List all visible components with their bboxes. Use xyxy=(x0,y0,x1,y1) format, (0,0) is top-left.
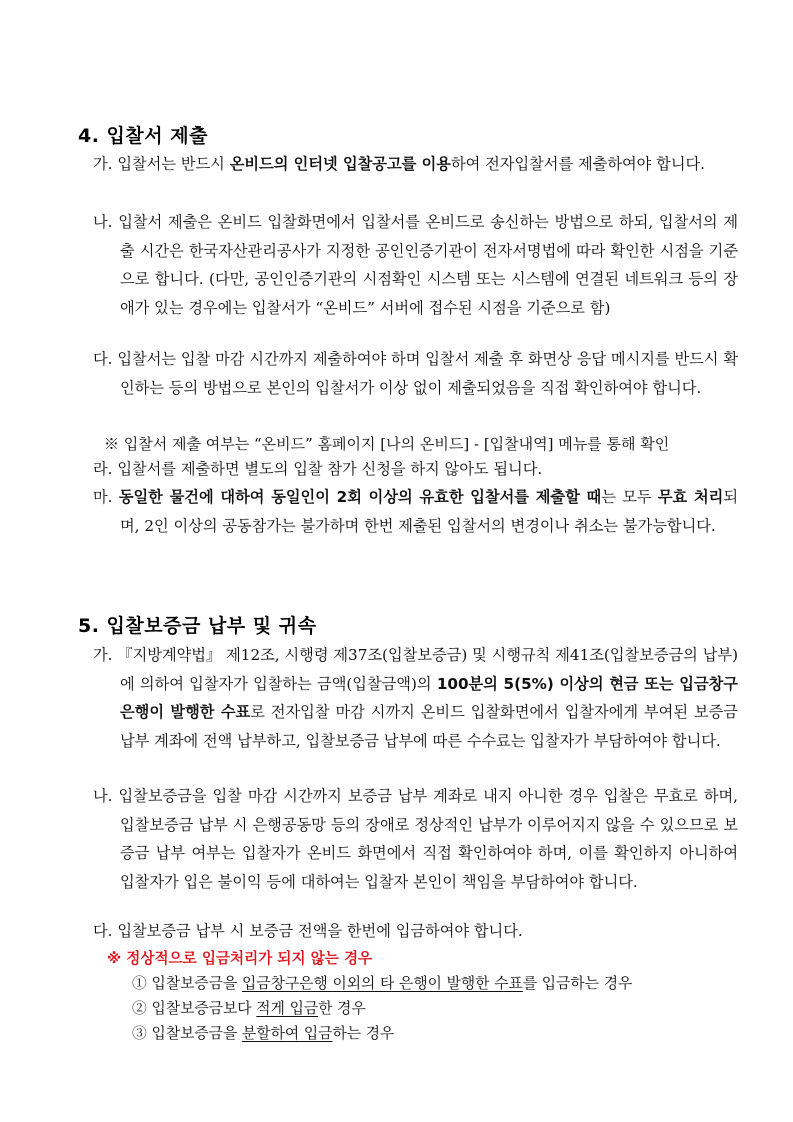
item-marker: 다. xyxy=(93,350,113,368)
s5-warning: ※ 정상적으로 입금처리가 되지 않는 경우 xyxy=(107,950,373,967)
item-text: 입찰서 제출은 온비드 입찰화면에서 입찰서를 온비드로 송신하는 방법으로 하되, 입찰서의 제출 시간은 한국자산관리공사가 지정한 공인인증기관이 전자서명법에 따라 확인한 시점을 기준으로 합니다. (다만, 공인인증기관의 시점확인 시스템 또는 시스템에 연결된 네트워크 등의 장애가 있는 경우에는 입찰서가 “온비드” 서버에 접수된 시점을 기준으로 함) xyxy=(118,213,739,317)
item-emphasis: 무효 처리 xyxy=(657,488,724,506)
case-text: 입찰보증금을 xyxy=(151,975,242,992)
case-underlined: 적게 입금 xyxy=(256,1000,319,1017)
item-text: 입찰보증금을 입찰 마감 시간까지 보증금 납부 계좌로 내지 아니한 경우 입찰은 무효로 하며, 입찰보증금 납부 시 은행공동망 등의 장애로 정상적인 납부가 이루어지지 않을 수 있으므로 보증금 납부 여부는 입찰자가 온비드 화면에서 직접 확인하여야 하며, 이를 확인하지 아니하여 입찰자가 입은 불이익 등에 대하여는 입찰자 본인이 책임을 부담하여야 합니다. xyxy=(118,787,739,891)
s4-item-na xyxy=(93,208,738,322)
item-text: 입찰서는 입찰 마감 시간까지 제출하여야 하며 입찰서 제출 후 화면상 응답 메시지를 반드시 확인하는 등의 방법으로 본인의 입찰서가 이상 없이 제출되었음을 직접 확인하여야 합니다. xyxy=(117,350,738,397)
s4-item-ra xyxy=(93,455,738,484)
item-text: 로 전자입찰 마감 시까지 온비드 입찰화면에서 입찰자에게 부여된 보증금 납부 계좌에 전액 납부하고, 입찰보증금 납부에 따른 수수료는 입찰자가 부담하여야 합니다. xyxy=(120,703,738,750)
item-text: 입찰보증금 납부 시 보증금 전액을 한번에 입금하여야 합니다. xyxy=(117,922,523,940)
case-number: ③ xyxy=(132,1025,147,1042)
item-text: 『지방계약법』 제12조, 시행령 제37조(입찰보증금) 및 시행규칙 제41조(입찰보증금의 납부)에 의하여 입찰자가 입찰하는 금액(입찰금액)의 xyxy=(117,646,738,693)
item-emphasis: 온비드의 인터넷 입찰공고를 이용 xyxy=(229,155,451,173)
case-text: 입찰보증금을 xyxy=(151,1025,242,1042)
item-marker: 다. xyxy=(93,922,113,940)
s5-case-2 xyxy=(132,997,366,1021)
item-marker: 마. xyxy=(93,488,113,506)
case-text: 를 입금하는 경우 xyxy=(522,975,633,992)
s4-item-ga xyxy=(93,150,738,179)
item-text: 입찰서를 제출하면 별도의 입찰 참가 신청을 하지 않아도 됩니다. xyxy=(117,460,543,478)
item-text: 하여 전자입찰서를 제출하여야 합니다. xyxy=(450,155,706,173)
item-marker: 가. xyxy=(93,646,113,664)
item-text: 되며, 2인 이상의 공동참가는 불가하며 한번 제출된 입찰서의 변경이나 취소는 불가능합니다. xyxy=(120,488,738,535)
case-text: 한 경우 xyxy=(318,1000,366,1017)
item-marker: 라. xyxy=(93,460,113,478)
s5-case-1 xyxy=(132,972,632,996)
item-emphasis: 동일한 물건에 대하여 동일인이 2회 이상의 유효한 입찰서를 제출할 때 xyxy=(118,488,602,506)
s5-item-da xyxy=(93,917,738,946)
item-marker: 가. xyxy=(93,155,113,173)
item-marker: 나. xyxy=(93,213,113,231)
s4-note: ※ 입찰서 제출 여부는 “온비드” 홈페이지 [나의 온비드] - [입찰내역] 메뉴를 통해 확인 xyxy=(104,435,670,453)
s4-item-ma xyxy=(93,483,738,540)
section-5-title: 5. 입찰보증금 납부 및 귀속 xyxy=(78,615,317,637)
s5-case-3 xyxy=(132,1022,394,1046)
case-text: 하는 경우 xyxy=(332,1025,395,1042)
case-underlined: 입금창구은행 이외의 타 은행이 발행한 수표 xyxy=(242,975,523,992)
item-marker: 나. xyxy=(93,787,113,805)
item-emphasis: 100분의 5(5%) 이상의 현금 또는 입금창구은행이 발행한 수표 xyxy=(120,674,738,721)
section-4-title: 4. 입찰서 제출 xyxy=(78,125,208,147)
item-text: 는 모두 xyxy=(601,488,658,506)
case-number: ② xyxy=(132,1000,147,1017)
case-number: ① xyxy=(132,975,147,992)
s5-item-ga xyxy=(93,641,738,755)
case-underlined: 분할하여 입금 xyxy=(242,1025,333,1042)
s5-item-na xyxy=(93,782,738,896)
s4-item-da xyxy=(93,345,738,402)
item-text: 입찰서는 반드시 xyxy=(117,155,230,173)
case-text: 입찰보증금보다 xyxy=(151,1000,257,1017)
